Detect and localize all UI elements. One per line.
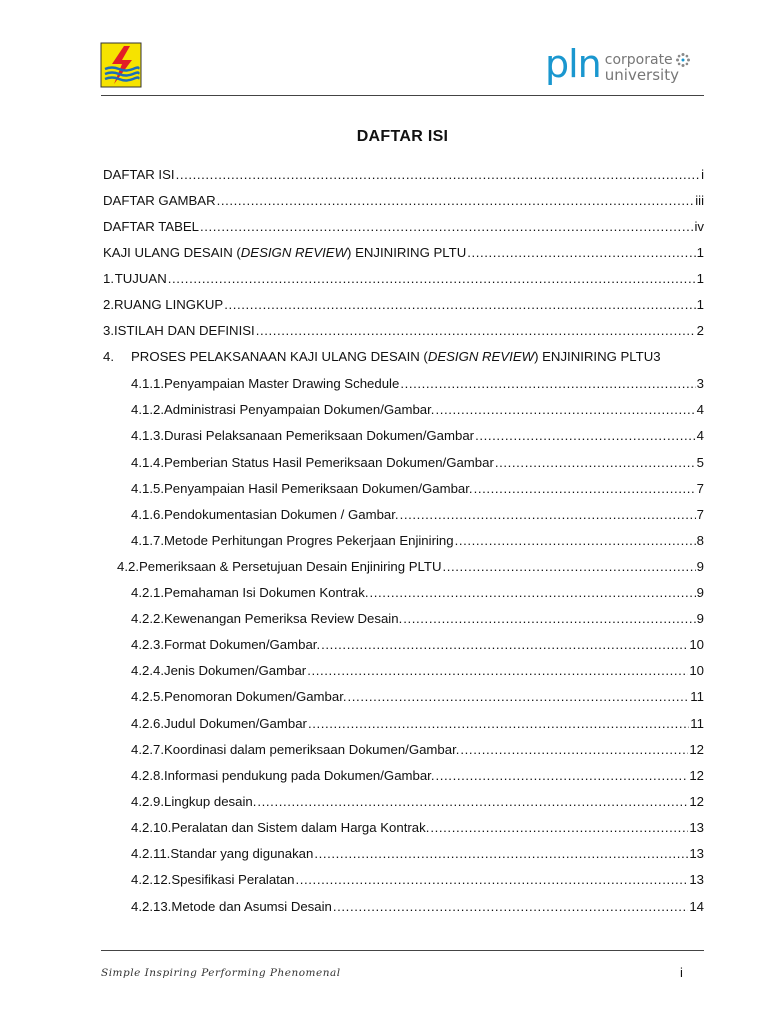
- toc-leader-dots: [307, 663, 688, 678]
- toc-entry-page: 10: [689, 663, 704, 678]
- toc-entry[interactable]: [131, 689, 704, 705]
- toc-entry-title: Standar yang digunakan: [170, 846, 314, 861]
- toc-leader-dots: [314, 846, 688, 861]
- toc-entry-page: 3: [696, 376, 704, 391]
- toc-entry-page: 13: [689, 872, 704, 887]
- toc-entry-number: 4.2.3.: [131, 637, 164, 652]
- toc-entry[interactable]: [131, 507, 704, 523]
- toc-entry-title: Durasi Pelaksanaan Pemeriksaan Dokumen/Gambar: [164, 428, 475, 443]
- toc-leader-dots: [256, 323, 696, 338]
- toc-entry[interactable]: [131, 663, 704, 679]
- toc-leader-dots: [495, 455, 696, 470]
- toc-entry-number: 4.2.2.: [131, 611, 164, 626]
- toc-entry-page: 2: [696, 323, 704, 338]
- toc-entry-title: ISTILAH DAN DEFINISI: [114, 323, 255, 338]
- toc-entry[interactable]: [131, 846, 704, 862]
- toc-leader-dots: [400, 507, 696, 522]
- toc-entry[interactable]: [131, 533, 704, 549]
- toc-entry[interactable]: [117, 559, 704, 575]
- page-header: [0, 0, 768, 100]
- toc-leader-dots: [224, 297, 695, 312]
- toc-entry-number: 4.2.13.: [131, 899, 172, 914]
- toc-entry-page: 12: [689, 768, 704, 783]
- toc-entry[interactable]: [131, 820, 704, 836]
- toc-entry-number: 4.2.5.: [131, 689, 164, 704]
- toc-entry[interactable]: [103, 167, 704, 183]
- toc-entry-number: 4.2.1.: [131, 585, 164, 600]
- toc-entry-title: Pemahaman Isi Dokumen Kontrak.: [164, 585, 369, 600]
- toc-entry-page: 9: [696, 559, 704, 574]
- toc-entry-title: Judul Dokumen/Gambar: [164, 716, 307, 731]
- logo-brand-text: pln: [545, 42, 601, 86]
- toc-leader-dots: [333, 899, 688, 914]
- toc-leader-dots: [370, 585, 696, 600]
- toc-entry-number: 4.2.7.: [131, 742, 164, 757]
- toc-entry-title: Pemberian Status Hasil Pemeriksaan Dokumen/Gambar: [164, 455, 494, 470]
- toc-entry[interactable]: [131, 794, 704, 810]
- toc-entry-title: Pendokumentasian Dokumen / Gambar.: [164, 507, 399, 522]
- toc-entry-title: Metode Perhitungan Progres Pekerjaan Enjiniring: [164, 533, 454, 548]
- toc-entry-title: Format Dokumen/Gambar.: [164, 637, 321, 652]
- toc-entry-number: 4.1.1.: [131, 376, 164, 391]
- toc-leader-dots: [348, 689, 690, 704]
- toc-entry[interactable]: [131, 899, 704, 915]
- toc-entry-title: DAFTAR ISI: [103, 167, 175, 182]
- toc-entry-page: iv: [694, 219, 704, 234]
- toc-entry-title: Pemeriksaan & Persetujuan Desain Enjiniring PLTU: [139, 559, 442, 574]
- toc-entry[interactable]: [103, 245, 704, 261]
- toc-entry-title: RUANG LINGKUP: [114, 297, 224, 312]
- logo-subtitle: [605, 52, 691, 83]
- toc-entry-title: Metode dan Asumsi Desain: [171, 899, 332, 914]
- toc-leader-dots: [168, 271, 696, 286]
- toc-entry-title: KAJI ULANG DESAIN (DESIGN REVIEW) ENJINIRING PLTU: [103, 245, 467, 260]
- toc-entry[interactable]: [103, 271, 704, 287]
- toc-leader-dots: [442, 559, 695, 574]
- toc-entry-page: 13: [689, 846, 704, 861]
- toc-entry-page: 5: [696, 455, 704, 470]
- footer-slogan: Simple Inspiring Performing Phenomenal: [101, 967, 341, 979]
- toc-entry[interactable]: [131, 376, 704, 392]
- toc-entry-title: Koordinasi dalam pemeriksaan Dokumen/Gambar.: [164, 742, 460, 757]
- toc-leader-dots: [435, 402, 695, 417]
- toc-entry[interactable]: [131, 481, 704, 497]
- toc-entry-page: 1: [696, 271, 704, 286]
- toc-entry-number: 4.2.6.: [131, 716, 164, 731]
- toc-entry-number: 2.: [103, 297, 114, 312]
- toc-entry-page: 11: [690, 689, 704, 704]
- toc-entry[interactable]: [131, 637, 704, 653]
- toc-entry-number: 4.2.11.: [131, 846, 171, 861]
- toc-entry-page: 8: [696, 533, 704, 548]
- toc-entry-title: Spesifikasi Peralatan: [171, 872, 295, 887]
- header-divider: [101, 95, 704, 96]
- toc-leader-dots: [475, 428, 696, 443]
- logo-line2: university: [604, 65, 679, 84]
- toc-leader-dots: [321, 637, 688, 652]
- toc-leader-dots: [455, 533, 696, 548]
- toc-leader-dots: [217, 193, 695, 208]
- toc-entry-number: 4.2.: [117, 559, 139, 574]
- toc-entry-page: 10: [689, 637, 704, 652]
- toc-entry-title: Peralatan dan Sistem dalam Harga Kontrak.: [171, 820, 430, 835]
- toc-entry-page: i: [701, 167, 704, 182]
- toc-entry-number: 4.1.7.: [131, 533, 164, 548]
- toc-entry-number: 4.1.6.: [131, 507, 164, 522]
- toc-leader-dots: [257, 794, 688, 809]
- toc-entry-number: 4.1.4.: [131, 455, 164, 470]
- toc-leader-dots: [200, 219, 693, 234]
- footer-page-number: i: [680, 965, 683, 980]
- toc-entry[interactable]: [103, 323, 704, 339]
- toc-entry-page: 13: [689, 820, 704, 835]
- toc-entry[interactable]: [131, 428, 704, 444]
- toc-entry[interactable]: [103, 193, 704, 209]
- toc-entry-number: 4.1.5.: [131, 481, 164, 496]
- toc-entry-number: 4.1.3.: [131, 428, 164, 443]
- toc-leader-dots: [467, 245, 695, 260]
- toc-entry-title: DAFTAR GAMBAR: [103, 193, 216, 208]
- toc-entry[interactable]: [131, 402, 704, 418]
- toc-entry-page: iii: [695, 193, 704, 208]
- toc-leader-dots: [474, 481, 696, 496]
- toc-entry-title: DAFTAR TABEL: [103, 219, 199, 234]
- toc-leader-dots: [176, 167, 701, 182]
- toc-entry-title: Administrasi Penyampaian Dokumen/Gambar.: [164, 402, 435, 417]
- toc-entry-page: 9: [696, 611, 704, 626]
- toc-entry-number: 1.: [103, 271, 114, 286]
- toc-entry-page: 3: [653, 349, 661, 364]
- toc-entry-number: 4.1.2.: [131, 402, 164, 417]
- toc-entry-page: 1: [696, 297, 704, 312]
- toc-entry[interactable]: [131, 585, 704, 601]
- toc-entry-title: Informasi pendukung pada Dokumen/Gambar.: [164, 768, 435, 783]
- toc-entry-number: 4.: [103, 349, 114, 364]
- toc-entry[interactable]: [131, 768, 704, 784]
- toc-entry-page: 12: [689, 794, 704, 809]
- toc-entry-title: Penyampaian Hasil Pemeriksaan Dokumen/Gambar.: [164, 481, 473, 496]
- toc-entry-number: 3.: [103, 323, 114, 338]
- pln-logo-icon: [100, 42, 142, 88]
- logo-line1: corporate: [604, 51, 673, 68]
- toc-entry-page: 7: [696, 481, 704, 496]
- toc-entry-page: 11: [690, 716, 704, 731]
- toc-entry-title: PROSES PELAKSANAAN KAJI ULANG DESAIN (DESIGN REVIEW) ENJINIRING PLTU: [131, 349, 654, 364]
- toc-leader-dots: [460, 742, 688, 757]
- toc-leader-dots: [403, 611, 695, 626]
- toc-entry-page: 14: [689, 899, 704, 914]
- toc-entry-title: Lingkup desain.: [164, 794, 257, 809]
- toc-leader-dots: [308, 716, 689, 731]
- toc-entry[interactable]: [131, 455, 704, 471]
- toc-entry-title: Jenis Dokumen/Gambar: [164, 663, 307, 678]
- toc-entry[interactable]: [103, 219, 704, 235]
- toc-leader-dots: [436, 768, 689, 783]
- toc-entry-number: 4.2.8.: [131, 768, 164, 783]
- toc-entry-number: 4.2.4.: [131, 663, 164, 678]
- toc-entry[interactable]: [103, 349, 704, 365]
- toc-entry-number: 4.2.12.: [131, 872, 172, 887]
- toc-entry-page: 4: [696, 428, 704, 443]
- toc-entry-title: TUJUAN: [114, 271, 167, 286]
- toc-entry-page: 9: [696, 585, 704, 600]
- toc-entry-number: 4.2.10.: [131, 820, 172, 835]
- toc-entry-title: Penomoran Dokumen/Gambar.: [164, 689, 347, 704]
- toc-entry-number: 4.2.9.: [131, 794, 164, 809]
- footer-divider: [101, 950, 704, 951]
- toc-entry-page: 1: [696, 245, 704, 260]
- toc-entry-page: 7: [696, 507, 704, 522]
- toc-entry-title: Kewenangan Pemeriksa Review Desain.: [164, 611, 403, 626]
- toc-entry[interactable]: [131, 716, 704, 732]
- toc-entry[interactable]: [103, 297, 704, 313]
- toc-entry-page: 4: [696, 402, 704, 417]
- corporate-university-logo: [545, 44, 691, 90]
- toc-leader-dots: [430, 820, 688, 835]
- toc-entry-title: Penyampaian Master Drawing Schedule: [164, 376, 400, 391]
- toc-entry[interactable]: [131, 742, 704, 758]
- page-title: DAFTAR ISI: [356, 128, 449, 145]
- toc-entry[interactable]: [131, 611, 704, 627]
- toc-entry-page: 12: [689, 742, 704, 757]
- toc-entry[interactable]: [131, 872, 704, 888]
- toc-leader-dots: [296, 872, 689, 887]
- toc-leader-dots: [400, 376, 695, 391]
